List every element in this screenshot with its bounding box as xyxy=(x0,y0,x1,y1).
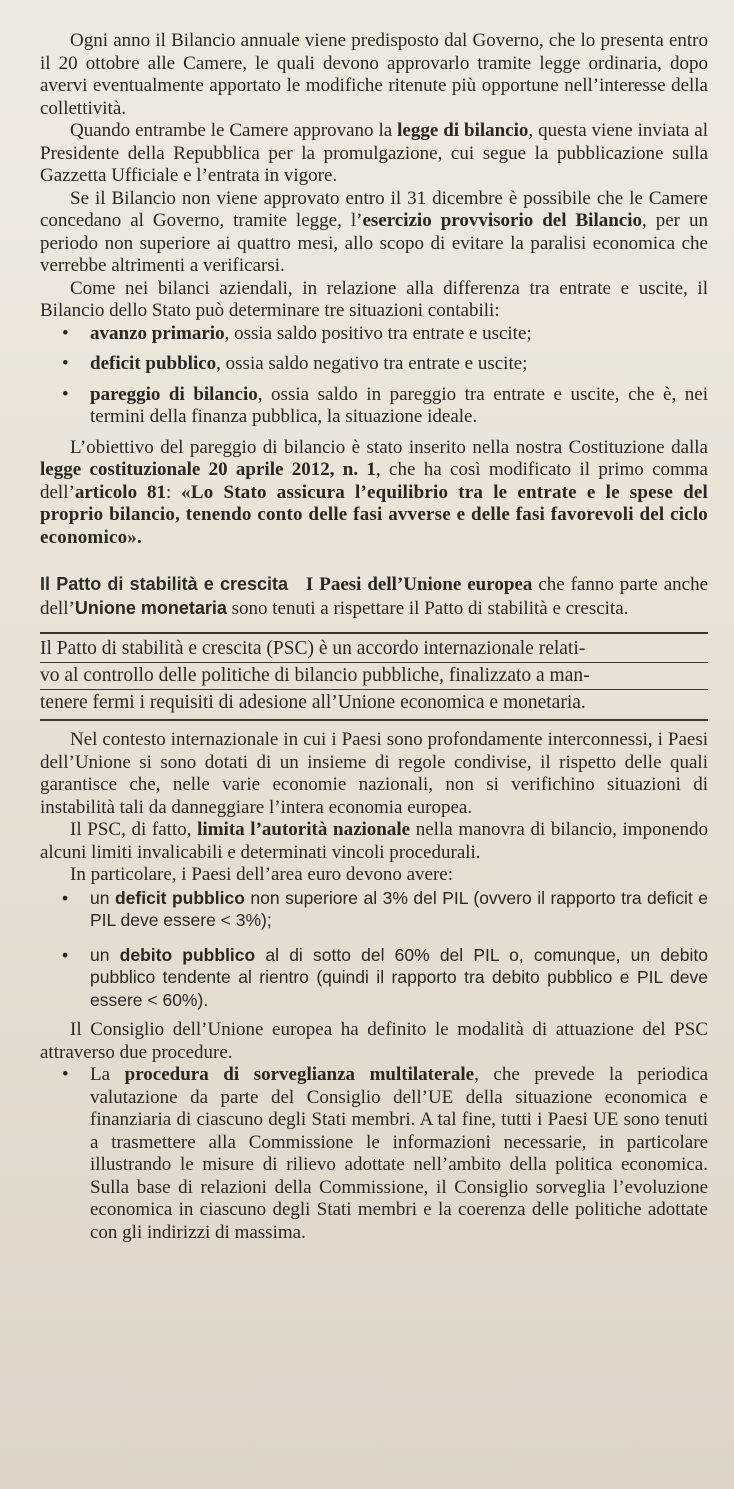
definition-line: vo al controllo delle politiche di bilancio pubbliche, finalizzato a man- xyxy=(40,663,708,690)
list-item: • un deficit pubblico non superiore al 3% del PIL (ovvero il rapporto tra deficit e PIL deve essere < 3%); xyxy=(40,887,708,932)
paragraph-legge-di-bilancio: Quando entrambe le Camere approvano la legge di bilancio, questa viene inviata al Presidente della Repubblica per la promulgazione, cui segue la pubblicazione sulla Gazzetta Ufficiale e l’entrata in vigore. xyxy=(40,120,708,186)
section-heading: Il Patto di stabilità e crescita xyxy=(40,574,289,594)
paragraph-autorita-nazionale: Il PSC, di fatto, limita l’autorità nazionale nella manovra di bilancio, imponendo alcuni limiti invalicabili e determinati vincoli procedurali. xyxy=(40,819,708,863)
definition-line: tenere fermi i requisiti di adesione all’Unione economica e monetaria. xyxy=(40,692,586,713)
paragraph-pareggio-costituzione: L’obiettivo del pareggio di bilancio è stato inserito nella nostra Costituzione dalla legge costituzionale 20 aprile 2012, n. 1, che ha così modificato il primo comma dell’articolo 81: «Lo Stato assicura l’equilibrio tra le entrate e le spese del proprio bilancio, tenendo conto delle fasi avverse e delle fasi favorevoli del ciclo economico». xyxy=(40,436,708,548)
definition-box-psc xyxy=(40,632,708,721)
paragraph-consiglio-ue: Il Consiglio dell’Unione europea ha definito le modalità di attuazione del PSC attraverso due procedure. xyxy=(40,1019,708,1063)
definition-line: Il Patto di stabilità e crescita (PSC) è un accordo internazionale relati- xyxy=(40,636,708,663)
paragraph-esercizio-provvisorio: Se il Bilancio non viene approvato entro il 31 dicembre è possibile che le Camere concedano al Governo, tramite legge, l’esercizio provvisorio del Bilancio, per un periodo non superiore ai quattro mesi, allo scopo di evitare la paralisi economica che verrebbe altrimenti a verificarsi. xyxy=(40,187,709,276)
paragraph-bilancio-governo: Ogni anno il Bilancio annuale viene predisposto dal Governo, che lo presenta entro il 20 ottobre alle Camere, le quali devono approvarlo tramite legge ordinaria, dopo avervi eventualmente apportato le modifiche ritenute più opportune nell’interesse della collettività. xyxy=(40,30,708,119)
term-legge-di-bilancio: legge di bilancio xyxy=(397,120,529,141)
list-situazioni-contabili xyxy=(40,323,708,429)
list-item: • deficit pubblico, ossia saldo negativo tra entrate e uscite; xyxy=(40,353,708,376)
term-esercizio-provvisorio: esercizio provvisorio del Bilancio xyxy=(362,210,643,231)
paragraph-situazioni-contabili: Come nei bilanci aziendali, in relazione alla differenza tra entrate e uscite, il Bilancio dello Stato può determinare tre situazioni contabili: xyxy=(40,277,708,321)
list-item: • La procedura di sorveglianza multilaterale, che prevede la periodica valutazione da parte del Consiglio dell’UE della situazione economica e finanziaria di ciascuno degli Stati membri. A tal fine, tutti i Paesi UE sono tenuti a trasmettere alla Commissione le informazioni necessarie, in particolare illustrando le misure di rilievo adottate nell’ambito della politica economica. Sulla base di relazioni della Commissione, il Consiglio sorveglia l’evoluzione economica in ciascuno degli Stati membri e la coerenza delle politiche adottate con gli indirizzi di massima. xyxy=(40,1064,708,1244)
quote-articolo-81: «Lo Stato assicura l’equilibrio tra le entrate e le spese del proprio bilancio, tenendo conto delle fasi avverse e delle fasi favorevoli del ciclo economico». xyxy=(40,481,708,548)
list-item: • pareggio di bilancio, ossia saldo in pareggio tra entrate e uscite, che è, nei termini della finanza pubblica, la situazione ideale. xyxy=(40,384,708,429)
list-procedure xyxy=(40,1064,708,1244)
section-patto-stabilita: Il Patto di stabilità e crescita I Paesi dell’Unione europea che fanno parte anche dell’Unione monetaria sono tenuti a rispettare il Patto di stabilità e crescita. xyxy=(40,574,709,619)
list-item: • un debito pubblico al di sotto del 60% del PIL o, comunque, un debito pubblico tendente al rientro (quindi il rapporto tra debito pubblico e PIL deve essere < 60%). xyxy=(40,944,708,1012)
paragraph-contesto-internazionale: Nel contesto internazionale in cui i Paesi sono profondamente interconnessi, i Paesi dell’Unione si sono dotati di un insieme di regole condivise, il rispetto delle quali garantisce che, nelle varie economie nazionali, non si verifichino situazioni di instabilità tali da danneggiare l’intera economia europea. xyxy=(40,729,708,818)
paragraph-area-euro: In particolare, i Paesi dell’area euro devono avere: xyxy=(70,864,453,885)
list-requisiti-euro xyxy=(40,887,708,1012)
list-item: • avanzo primario, ossia saldo positivo tra entrate e uscite; xyxy=(40,323,708,346)
